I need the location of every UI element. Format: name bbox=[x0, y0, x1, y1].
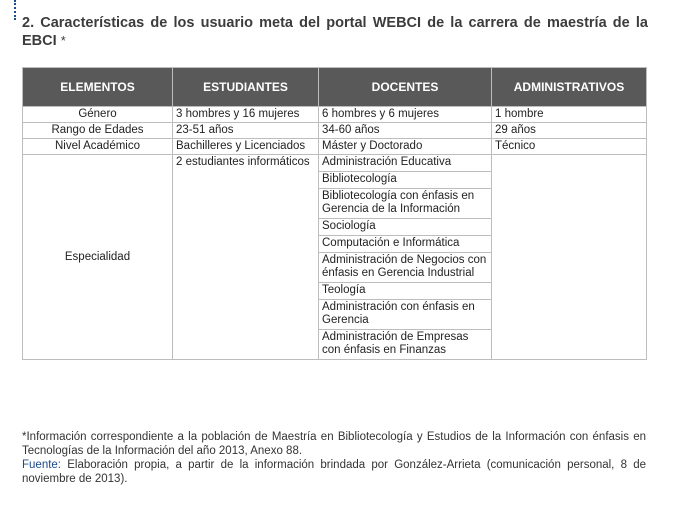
header-docentes: DOCENTES bbox=[319, 68, 492, 107]
docentes-especialidad-item: Computación e Informática bbox=[319, 236, 491, 253]
footnote: *Información correspondiente a la población de Maestría en Bibliotecología y Estudios de la Información con énfasis en Tecnologías de la Información del año 2013, Anexo 88. bbox=[22, 431, 646, 457]
docentes-especialidad-item: Administración de Negocios con énfasis en Gerencia Industrial bbox=[319, 253, 491, 283]
cell-docentes: Máster y Doctorado bbox=[319, 139, 492, 155]
source-text: Elaboración propia, a partir de la información brindada por González-Arrieta (comunicación personal, 8 de noviembre de 2013). bbox=[22, 459, 646, 485]
table-row-nivel bbox=[23, 139, 647, 155]
cell-administrativos: 1 hombre bbox=[492, 107, 647, 123]
title-text: 2. Características de los usuario meta del portal WEBCI de la carrera de maestría de la EBCI bbox=[22, 15, 648, 49]
docentes-especialidad-item: Administración Educativa bbox=[319, 155, 491, 172]
docentes-especialidad-item: Bibliotecología bbox=[319, 172, 491, 189]
header-estudiantes: ESTUDIANTES bbox=[173, 68, 319, 107]
docentes-especialidad-item: Sociología bbox=[319, 219, 491, 236]
table-notes bbox=[22, 430, 646, 486]
source-note bbox=[22, 458, 646, 486]
cell-administrativos: Técnico bbox=[492, 139, 647, 155]
cell-administrativos: 29 años bbox=[492, 123, 647, 139]
table-row-edades bbox=[23, 123, 647, 139]
docentes-especialidad-item: Administración con énfasis en Gerencia bbox=[319, 300, 491, 330]
cell-docentes: 6 hombres y 6 mujeres bbox=[319, 107, 492, 123]
left-edge-marker bbox=[14, 0, 19, 20]
cell-administrativos bbox=[492, 155, 647, 360]
cell-estudiantes: 2 estudiantes informáticos bbox=[173, 155, 319, 360]
cell-estudiantes: Bachilleres y Licenciados bbox=[173, 139, 319, 155]
docentes-especialidad-item: Bibliotecología con énfasis en Gerencia de la Información bbox=[319, 189, 491, 219]
cell-estudiantes: 23-51 años bbox=[173, 123, 319, 139]
cell-estudiantes: 3 hombres y 16 mujeres bbox=[173, 107, 319, 123]
header-elementos: ELEMENTOS bbox=[23, 68, 173, 107]
cell-element: Rango de Edades bbox=[23, 123, 173, 139]
table-title bbox=[22, 15, 648, 50]
characteristics-table bbox=[22, 67, 647, 360]
header-row bbox=[23, 68, 647, 107]
cell-docentes-list bbox=[319, 155, 492, 360]
cell-element: Género bbox=[23, 107, 173, 123]
cell-element: Nivel Académico bbox=[23, 139, 173, 155]
docentes-especialidad-item: Teología bbox=[319, 283, 491, 300]
header-administrativos: ADMINISTRATIVOS bbox=[492, 68, 647, 107]
title-asterisk: * bbox=[60, 33, 66, 48]
docentes-especialidad-item: Administración de Empresas con énfasis en Finanzas bbox=[322, 331, 469, 356]
table-row-especialidad bbox=[23, 155, 647, 360]
cell-element: Especialidad bbox=[23, 155, 173, 360]
source-label: Fuente: bbox=[22, 459, 61, 471]
cell-docentes: 34-60 años bbox=[319, 123, 492, 139]
table-row-genero bbox=[23, 107, 647, 123]
